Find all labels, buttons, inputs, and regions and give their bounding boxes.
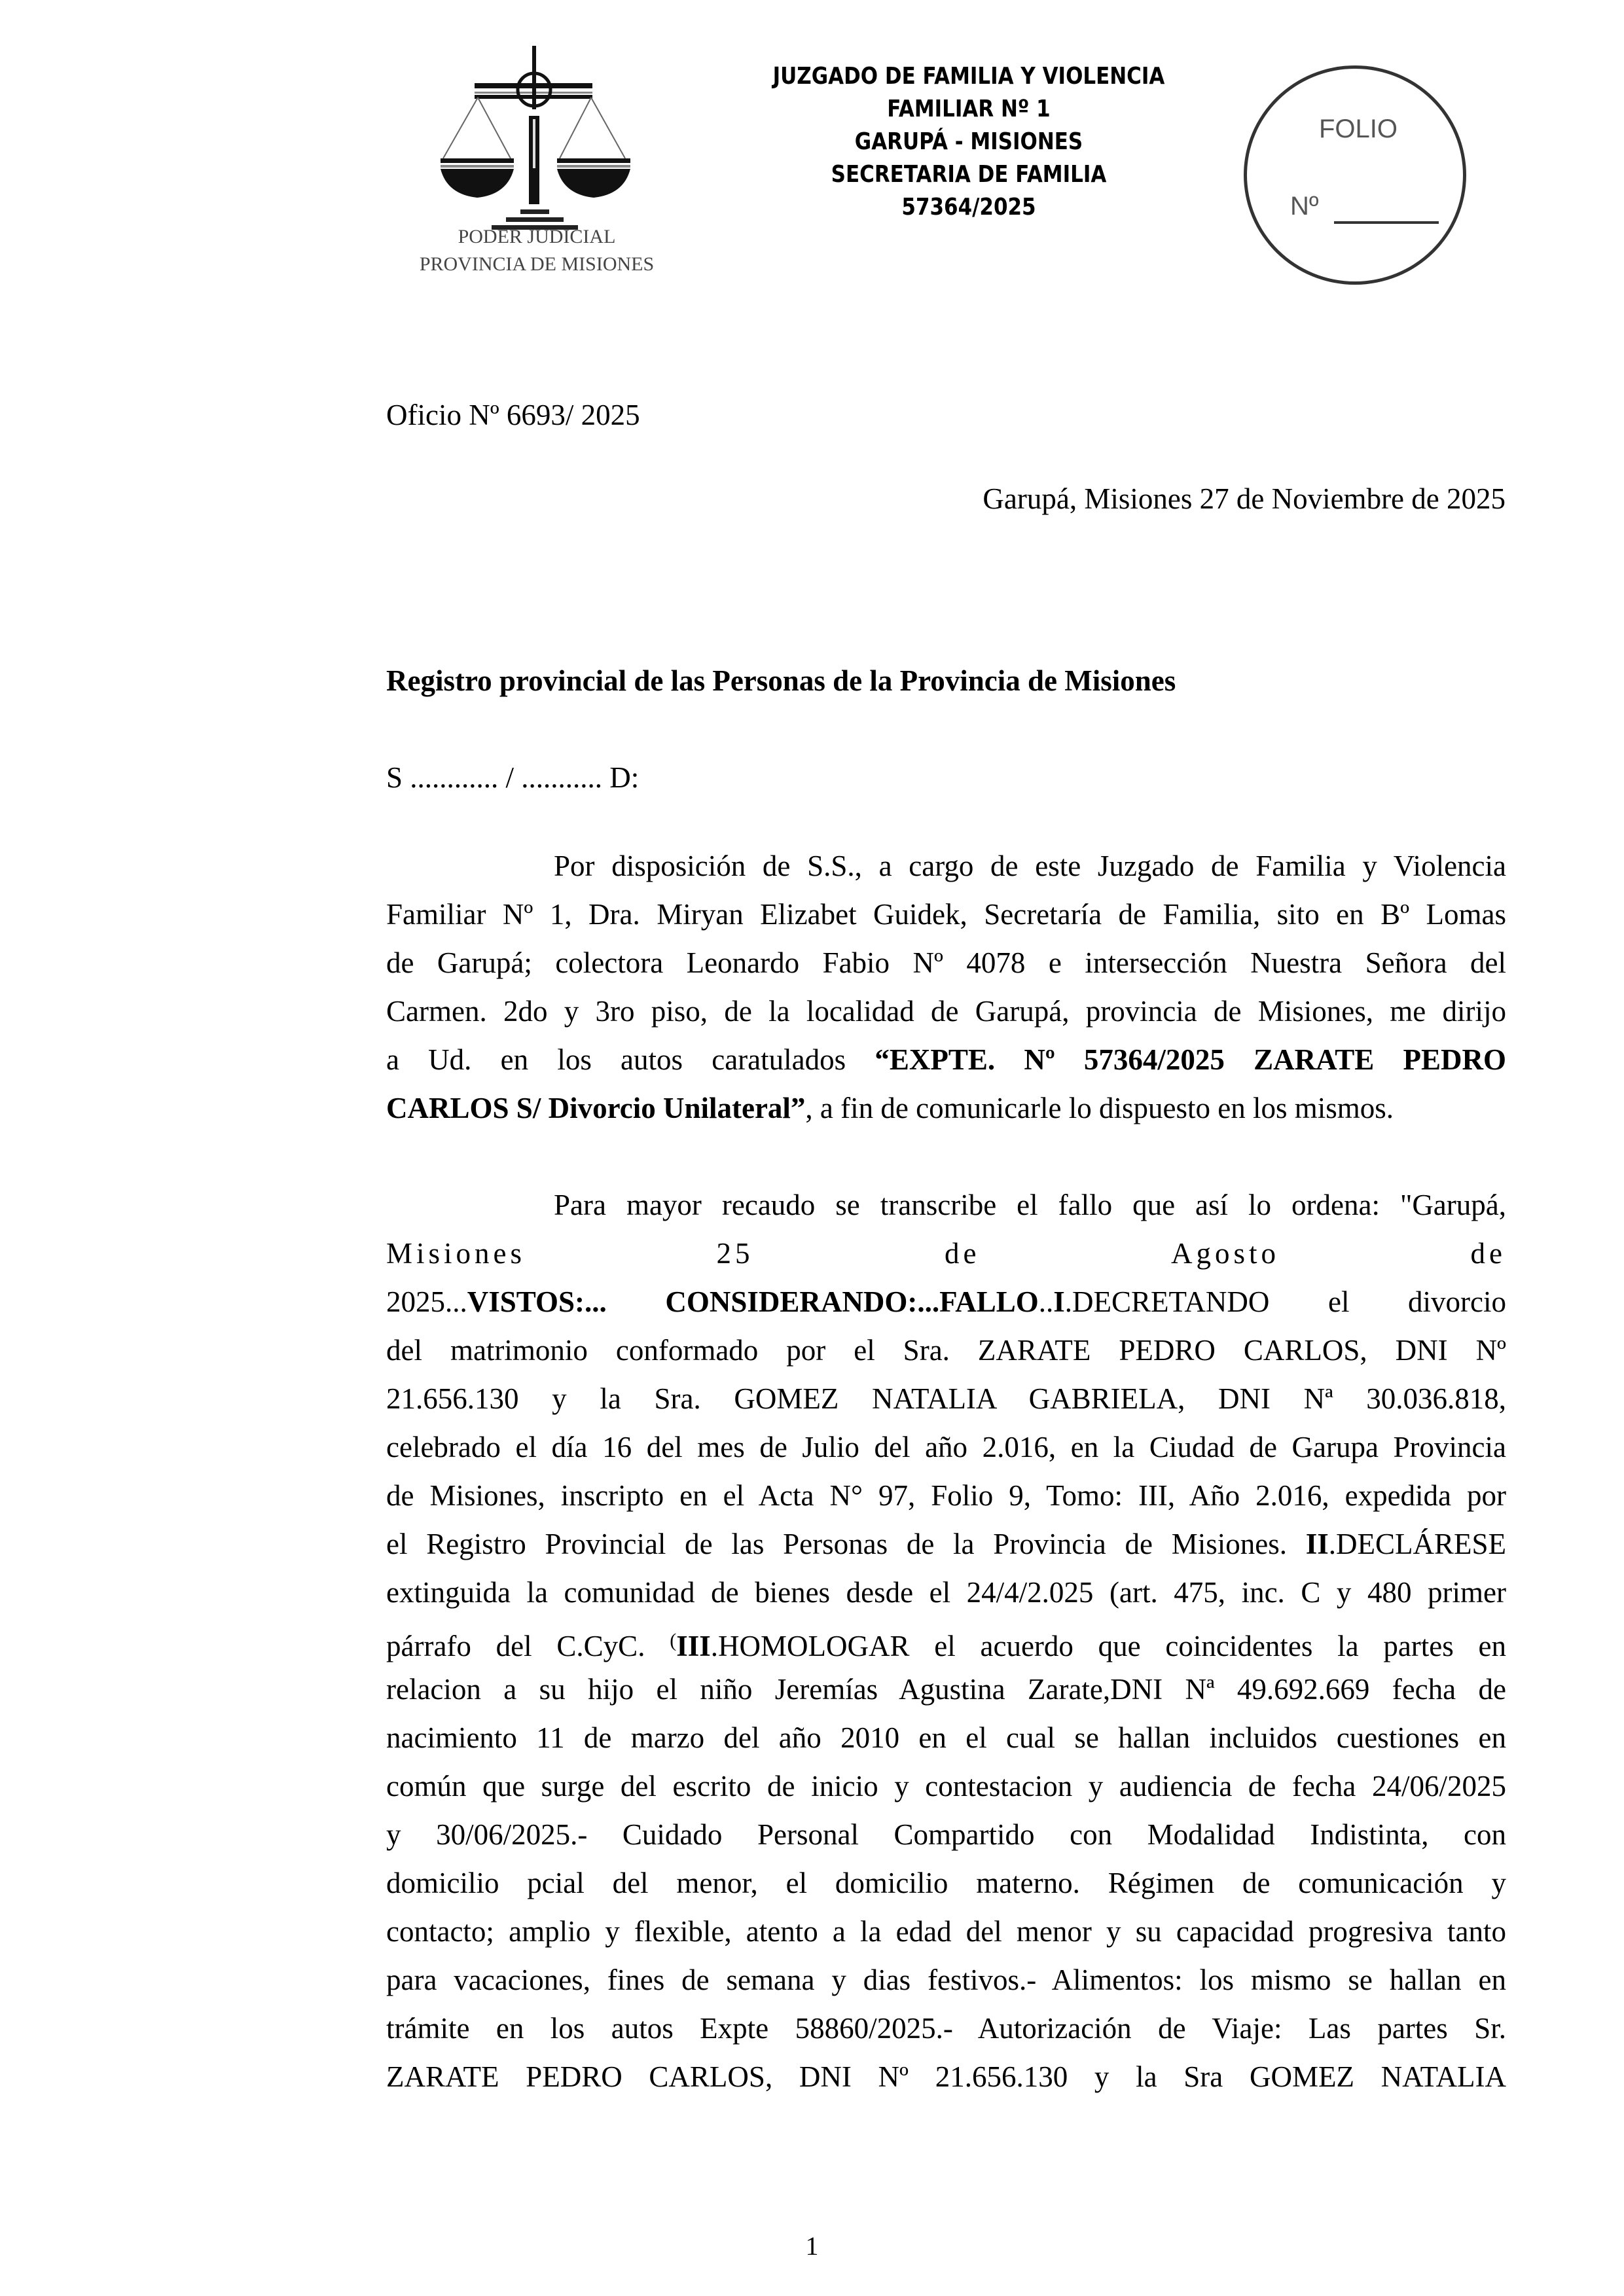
paragraph-introduction xyxy=(386,842,1506,1132)
p2-line: domicilio pcial del menor, el domicilio materno. Régimen de comunicación y xyxy=(386,1867,1506,1899)
p2-line: común que surge del escrito de inicio y contestacion y audiencia de fecha 24/06/2025 xyxy=(386,1770,1506,1803)
court-header xyxy=(698,60,1239,224)
p2-line: celebrado el día 16 del mes de Julio del año 2.016, en la Ciudad de Garupa Provincia xyxy=(386,1431,1506,1463)
p2-text: .. xyxy=(1038,1285,1054,1318)
scales-of-justice-icon xyxy=(403,41,671,230)
case-number: 57364/2025 xyxy=(901,194,1036,221)
p2-text: .DECLÁRESE xyxy=(1328,1528,1506,1560)
folio-stamp xyxy=(1244,65,1466,285)
case-title: “EXPTE. Nº 57364/2025 ZARATE PEDRO xyxy=(875,1043,1506,1076)
poder-judicial-logo xyxy=(403,41,671,289)
p2-line: nacimiento 11 de marzo del año 2010 en el cual se hallan incluidos cuestiones en xyxy=(386,1721,1506,1754)
p2-line: ZARATE PEDRO CARLOS, DNI Nº 21.656.130 y la Sra GOMEZ NATALIA xyxy=(386,2060,1506,2093)
p2-line: para vacaciones, fines de semana y dias festivos.- Alimentos: los mismo se hallan en xyxy=(386,1964,1506,1996)
ruling-sections: VISTOS:... CONSIDERANDO:...FALLO xyxy=(467,1285,1039,1318)
p2-text: párrafo del C.CyC. xyxy=(386,1630,670,1662)
date-word: de xyxy=(945,1237,981,1270)
p1-line xyxy=(386,1084,1506,1132)
p2-line: extinguida la comunidad de bienes desde el 24/4/2.025 (art. 475, inc. C y 480 primer xyxy=(386,1576,1506,1609)
p1-line: Carmen. 2do y 3ro piso, de la localidad de Garupá, provincia de Misiones, me dirijo xyxy=(386,995,1506,1028)
date-word: 25 xyxy=(716,1237,754,1270)
place-date: Garupá, Misiones 27 de Noviembre de 2025 xyxy=(983,482,1506,515)
ruling-point-ii: II xyxy=(1305,1528,1329,1560)
p2-text: .DECRETANDO el divorcio xyxy=(1064,1285,1506,1318)
p2-line: de Misiones, inscripto en el Acta N° 97, Folio 9, Tomo: III, Año 2.016, expedida por xyxy=(386,1479,1506,1512)
folio-label: FOLIO xyxy=(1319,115,1398,143)
p1-text: , a fin de comunicarle lo dispuesto en los mismos. xyxy=(805,1092,1394,1124)
p2-line xyxy=(386,1520,1506,1568)
p2-line xyxy=(386,1278,1506,1326)
salutation: S ............ / ........... D: xyxy=(386,761,640,794)
p2-line: Para mayor recaudo se transcribe el fallo que así lo ordena: "Garupá, xyxy=(554,1189,1506,1221)
court-secretariat: SECRETARIA DE FAMILIA xyxy=(831,161,1107,188)
folio-number-blank xyxy=(1334,221,1439,224)
date-word: Agosto xyxy=(1171,1237,1280,1270)
p2-line: relacion a su hijo el niño Jeremías Agustina Zarate,DNI Nª 49.692.669 fecha de xyxy=(386,1673,1506,1706)
p1-line: Familiar Nº 1, Dra. Miryan Elizabet Guidek, Secretaría de Familia, sito en Bº Lomas xyxy=(386,898,1506,931)
p2-line: del matrimonio conformado por el Sra. ZARATE PEDRO CARLOS, DNI Nº xyxy=(386,1334,1506,1367)
recipient: Registro provincial de las Personas de la Provincia de Misiones xyxy=(386,664,1176,697)
case-title-cont: CARLOS S/ Divorcio Unilateral” xyxy=(386,1092,806,1124)
paragraph-ruling-transcript xyxy=(386,1181,1506,2101)
logo-line-poder-judicial: PODER JUDICIAL xyxy=(458,226,616,247)
court-name-line-1: JUZGADO DE FAMILIA Y VIOLENCIA xyxy=(772,63,1165,90)
p2-line: contacto; amplio y flexible, atento a la edad del menor y su capacidad progresiva tanto xyxy=(386,1915,1506,1948)
p2-line: 21.656.130 y la Sra. GOMEZ NATALIA GABRIELA, DNI Nª 30.036.818, xyxy=(386,1382,1506,1415)
court-location: GARUPÁ - MISIONES xyxy=(854,128,1083,155)
ruling-point-i: I xyxy=(1053,1285,1065,1318)
p2-line xyxy=(386,1617,1506,1665)
p2-text: .HOMOLOGAR el acuerdo que coincidentes la partes en xyxy=(710,1630,1507,1662)
ruling-point-iii: III xyxy=(676,1630,711,1662)
p2-text: el Registro Provincial de las Personas de la Provincia de Misiones. xyxy=(386,1528,1306,1560)
p1-line: Por disposición de S.S., a cargo de este Juzgado de Familia y Violencia xyxy=(554,850,1506,882)
superscript-paren: ( xyxy=(670,1630,677,1651)
p2-text: 2025... xyxy=(386,1285,467,1318)
p1-line: de Garupá; colectora Leonardo Fabio Nº 4078 e intersección Nuestra Señora del xyxy=(386,946,1506,979)
p2-line xyxy=(386,1229,1506,1278)
p1-text: a Ud. en los autos caratulados xyxy=(386,1043,875,1076)
p2-line: y 30/06/2025.- Cuidado Personal Compartido con Modalidad Indistinta, con xyxy=(386,1818,1506,1851)
logo-line-provincia: PROVINCIA DE MISIONES xyxy=(419,253,655,275)
court-name-line-2: FAMILIAR Nº 1 xyxy=(887,96,1051,122)
p2-line: trámite en los autos Expte 58860/2025.- Autorización de Viaje: Las partes Sr. xyxy=(386,2012,1506,2045)
folio-number-label: Nº xyxy=(1290,192,1319,221)
oficio-number: Oficio Nº 6693/ 2025 xyxy=(386,399,640,431)
date-word: Misiones xyxy=(386,1237,526,1270)
date-word: de xyxy=(1470,1237,1506,1270)
page-number: 1 xyxy=(805,2231,819,2261)
p1-line xyxy=(386,1035,1506,1084)
